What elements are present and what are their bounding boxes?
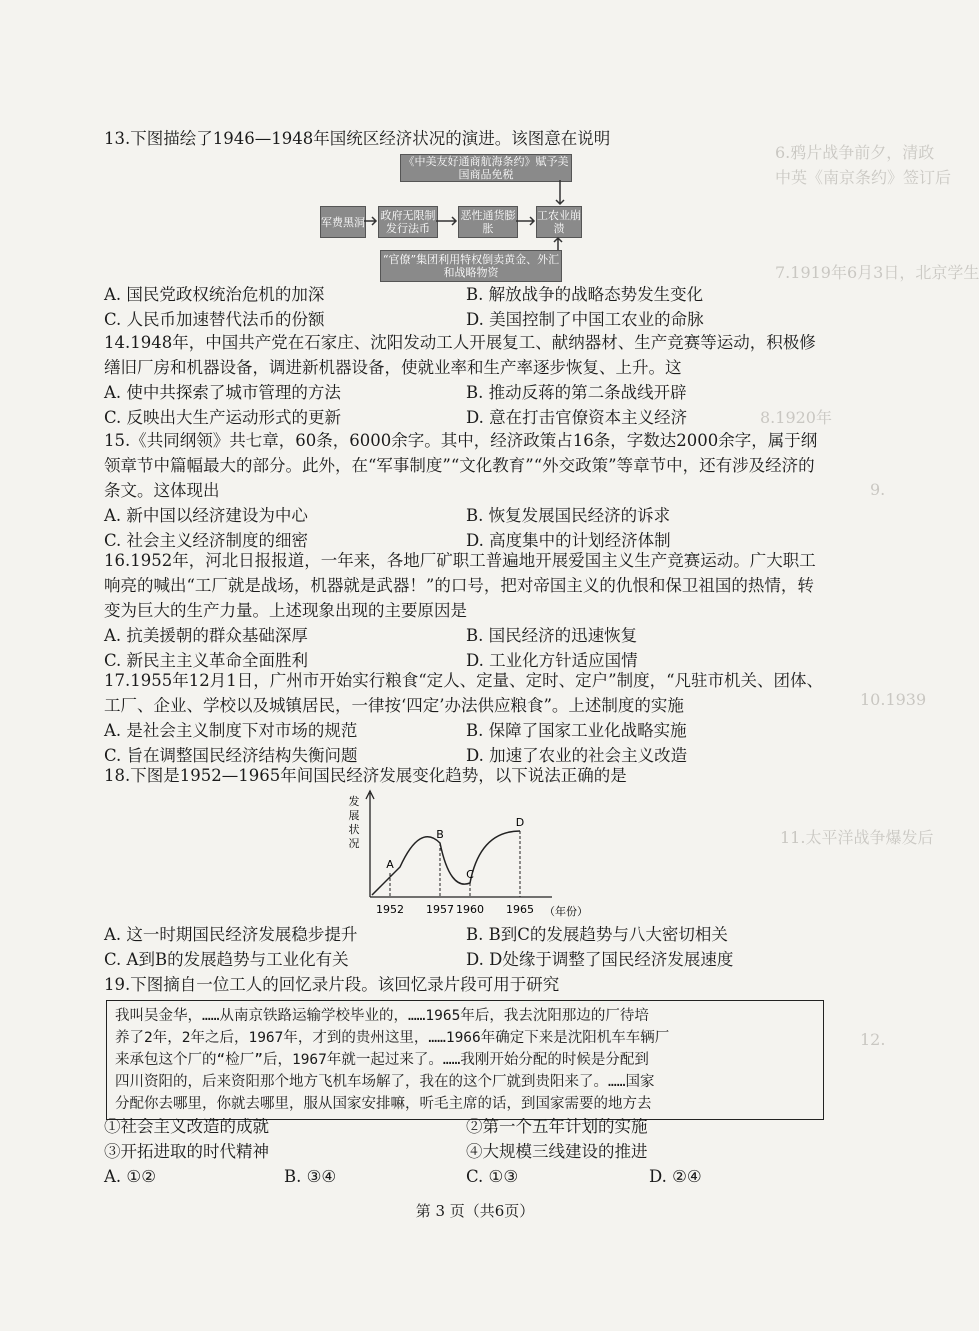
option-d[interactable]: D. 美国控制了中国工农业的命脉 [466,310,704,329]
flow-bottom-box: “官僚”集团利用特权倒卖黄金、外汇和战略物资 [380,250,562,282]
flow-arrows [320,154,580,284]
ghost-text: 中英《南京条约》签订后 [775,168,952,187]
point-label-a: A [386,858,394,871]
ghost-text: 11.太平洋战争爆发后 [780,828,934,847]
x-tick-label: 1960 [456,903,484,916]
point-label-b: B [436,828,444,841]
y-axis-label-char: 况 [348,837,360,850]
question-stem: 17.1955年12月1日，广州市开始实行粮食“定人、定量、定时、定户”制度，“凡驻市机关、团体、工厂、企业、学校以及城镇居民，一律按‘四定’办法供应粮食”。上述制度的实施 [104,671,824,715]
trend-line [372,831,520,895]
page-footer: 第 3 页（共6页） [415,1202,535,1220]
option-c[interactable]: C. 反映出大生产运动形式的更新 [104,408,342,427]
option-c[interactable]: C. A到B的发展趋势与工业化有关 [104,950,349,969]
option-c[interactable]: C. 新民主主义革命全面胜利 [104,651,309,670]
flow-top-box: 《中美友好通商航海条约》赋予美国商品免税 [400,154,572,182]
item-4: ④大规模三线建设的推进 [466,1142,648,1161]
choice-a[interactable]: A. ①② [104,1167,156,1186]
option-d[interactable]: D. 高度集中的计划经济体制 [466,531,671,550]
ghost-text: 9. [870,480,886,499]
option-a[interactable]: A. 抗美援朝的群众基础深厚 [104,626,308,645]
question-13 [104,126,824,151]
question-stem: 18.下图是1952—1965年间国民经济发展变化趋势，以下说法正确的是 [104,766,627,785]
option-a[interactable]: A. 新中国以经济建设为中心 [104,506,308,525]
y-axis-label-char: 展 [348,809,360,822]
question-stem: 19.下图摘自一位工人的回忆录片段。该回忆录片段可用于研究 [104,975,560,994]
flow-box-4: 工农业崩溃 [536,206,582,238]
option-c[interactable]: C. 社会主义经济制度的细密 [104,531,309,550]
option-b[interactable]: B. B到C的发展趋势与八大密切相关 [466,925,728,944]
option-b[interactable]: B. 恢复发展国民经济的诉求 [466,506,671,525]
point-label-c: C [466,868,474,881]
choice-c[interactable]: C. ①③ [466,1167,519,1186]
question-16 [104,548,824,673]
y-axis-label-char: 状 [348,823,360,836]
option-d[interactable]: D. D处缘于调整了国民经济发展速度 [466,950,734,969]
ghost-text: 6.鸦片战争前夕，清政 [775,143,935,162]
question-19 [104,972,824,997]
q19-items [104,1114,824,1189]
memoir-line: 养了2年，2年之后，1967年，才到的贵州这里，……1966年确定下来是沈阳机车车辆厂 [115,1030,670,1046]
option-d[interactable]: D. 加速了农业的社会主义改造 [466,746,688,765]
ghost-text: 10.1939 [860,690,927,709]
q13-options [104,282,824,332]
option-b[interactable]: B. 国民经济的迅速恢复 [466,626,638,645]
flow-box-3: 恶性通货膨胀 [458,206,518,238]
question-stem: 16.1952年，河北日报报道，一年来，各地厂矿职工普遍地开展爱国主义生产竞赛运动。广大职工响亮的喊出“工厂就是战场，机器就是武器！”的口号，把对帝国主义的仇恨和保卫祖国的热情，转变为巨大的生产力量。上述现象出现的主要原因是 [104,551,816,620]
item-3: ③开拓进取的时代精神 [104,1142,269,1161]
option-c[interactable]: C. 人民币加速替代法币的份额 [104,310,325,329]
question-14 [104,330,824,430]
memoir-line: 四川资阳的，后来资阳那个地方飞机车场解了，我在的这个厂就到贵阳来了。……国家 [115,1074,655,1090]
flow-box-1: 军费黑洞 [320,206,366,238]
memoir-line: 我叫吴金华，……从南京铁路运输学校毕业的，……1965年后，我去沈阳那边的厂待培 [115,1008,649,1024]
point-label-d: D [515,816,525,829]
flow-box-2: 政府无限制发行法币 [378,206,438,238]
y-axis-label-char: 发 [348,795,360,808]
option-a[interactable]: A. 这一时期国民经济发展稳步提升 [104,925,358,944]
item-1: ①社会主义改造的成就 [104,1117,269,1136]
q18-options [104,922,824,972]
item-2: ②第一个五年计划的实施 [466,1117,648,1136]
question-stem: 14.1948年，中国共产党在石家庄、沈阳发动工人开展复工、献纳器材、生产竞赛等运动，积极修缮旧厂房和机器设备，调进新机器设备，使就业率和生产率逐步恢复、上升。这 [104,333,816,377]
x-tick-label: 1957 [426,903,454,916]
question-stem: 15.《共同纲领》共七章，60条，6000余字。其中，经济政策占16条，字数达2000余字，属于纲领章节中篇幅最大的部分。此外，在“军事制度”“文化教育”“外交政策”等章节中，还有涉及经济的条文。这体现出 [104,431,818,500]
x-axis-label: （年份） [544,905,588,918]
question-stem: 13.下图描绘了1946—1948年国统区经济状况的演进。该图意在说明 [104,129,611,148]
choice-b[interactable]: B. ③④ [284,1167,337,1186]
ghost-text: 8.1920年 [760,408,832,427]
q18-trend-chart [330,785,588,920]
ghost-text: 12. [860,1030,886,1049]
option-d[interactable]: D. 工业化方针适应国情 [466,651,638,670]
option-d[interactable]: D. 意在打击官僚资本主义经济 [466,408,688,427]
memoir-excerpt-box [106,1000,824,1120]
question-17 [104,668,824,768]
question-15 [104,428,824,553]
x-tick-label: 1965 [506,903,534,916]
q13-flow-diagram [320,154,580,284]
option-a[interactable]: A. 是社会主义制度下对市场的规范 [104,721,358,740]
option-c[interactable]: C. 旨在调整国民经济结构失衡问题 [104,746,358,765]
option-a[interactable]: A. 使中共探索了城市管理的方法 [104,383,341,402]
ghost-text: 7.1919年6月3日，北京学生 [775,263,979,282]
x-tick-label: 1952 [376,903,404,916]
option-b[interactable]: B. 解放战争的战略态势发生变化 [466,285,704,304]
memoir-line: 分配你去哪里，你就去哪里，服从国家安排嘛，听毛主席的话，到国家需要的地方去 [115,1096,652,1112]
option-b[interactable]: B. 推动反蒋的第二条战线开辟 [466,383,687,402]
option-b[interactable]: B. 保障了国家工业化战略实施 [466,721,687,740]
choice-d[interactable]: D. ②④ [649,1167,702,1186]
memoir-line: 来承包这个厂的“检厂”后，1967年就一起过来了。……我刚开始分配的时候是分配到 [115,1052,649,1068]
option-a[interactable]: A. 国民党政权统治危机的加深 [104,285,325,304]
